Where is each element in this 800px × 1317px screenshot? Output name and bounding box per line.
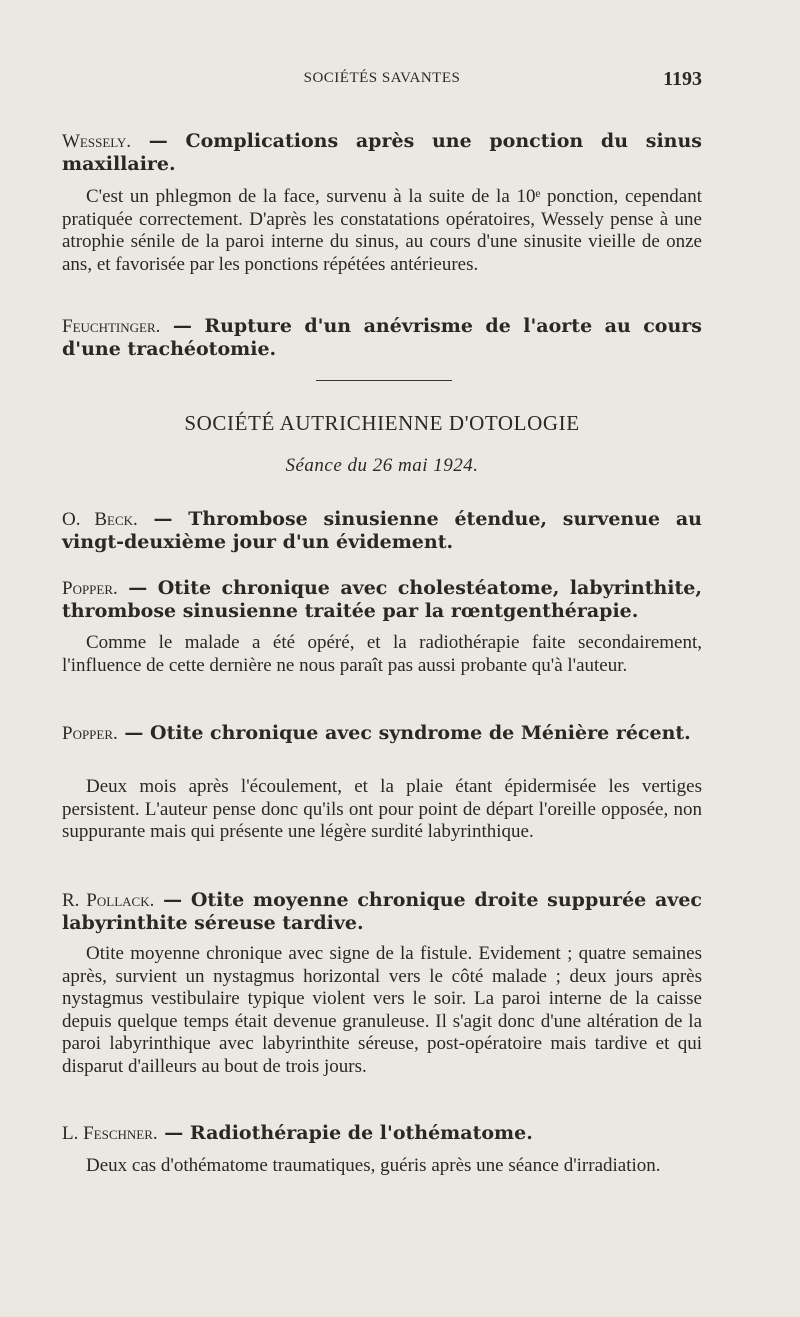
entry-heading: Wessely. — Complications après une ponction du sinus maxillaire. (62, 130, 702, 175)
author-name: Popper. (62, 723, 118, 744)
session-date: Séance du 26 mai 1924. (285, 455, 479, 476)
entry-title: Otite chronique avec cholestéatome, labyrinthite, thrombose sinusienne traitée par la rœntgenthérapie. (62, 577, 702, 622)
entry-heading: Feuchtinger. — Rupture d'un anévrisme de l'aorte au cours d'une trachéotomie. (62, 315, 702, 360)
entry-heading: Popper. — Otite chronique avec cholestéatome, labyrinthite, thrombose sinusienne traitée par la rœntgenthérapie. (62, 577, 702, 622)
entry-heading: L. Feschner. — Radiothérapie de l'othématome. (62, 1122, 533, 1144)
entry-title: Radiothérapie de l'othématome. (189, 1122, 533, 1144)
entry-body: Deux cas d'othématome traumatiques, guéris après une séance d'irradiation. (86, 1155, 661, 1176)
entry-heading: R. Pollack. — Otite moyenne chronique droite suppurée avec labyrinthite séreuse tardive. (62, 889, 702, 934)
entry-heading: Popper. — Otite chronique avec syndrome de Ménière récent. (62, 722, 691, 744)
entry-body: Otite moyenne chronique avec signe de la fistule. Evidement ; quatre semaines après, survient un nystagmus horizontal vers le côté malade ; deux jours après nystagmus vestibulaire typique violent vers le soir. La paroi interne de la caisse depuis quelque temps était devenue granuleuse. Il s'agit donc d'une altération de la paroi labyrinthique avec labyrinthite séreuse, post-opératoire mais tardive et qui disparut d'ailleurs au bout de trois jours. (62, 943, 702, 1077)
author-name: Feuchtinger. (62, 316, 161, 337)
author-name: O. Beck. (62, 509, 138, 530)
author-name: Wessely. (62, 131, 132, 152)
entry-title: Thrombose sinusienne étendue, survenue au vingt-deuxième jour d'un évidement. (62, 508, 702, 553)
entry-title: Otite chronique avec syndrome de Ménière récent. (150, 722, 691, 744)
entry-body: C'est un phlegmon de la face, survenu à la suite de la 10ᵉ ponction, cependant pratiquée correctement. D'après les constatations opératoires, Wessely pense à une atrophie sénile de la paroi interne du sinus, au cours d'une sinusite vieille de onze ans, et favorisée par les ponctions répétées antérieures. (62, 186, 702, 275)
author-name: L. Feschner. (62, 1123, 158, 1144)
entry-body: Comme le malade a été opéré, et la radiothérapie faite secondairement, l'influence de cette dernière ne nous paraît pas aussi probante qu'à l'auteur. (62, 632, 702, 676)
running-head: SOCIÉTÉS SAVANTES (303, 70, 461, 86)
section-divider (316, 380, 452, 381)
author-name: Popper. (62, 578, 118, 599)
entry-body: Deux mois après l'écoulement, et la plaie étant épidermisée les vertiges persistent. L'auteur pense donc qu'ils ont pour point de départ l'oreille opposée, non suppurante mais qui présente une légère surdité labyrinthique. (62, 776, 702, 843)
entry-title: Otite moyenne chronique droite suppurée avec labyrinthite séreuse tardive. (62, 889, 702, 934)
page-header (62, 68, 702, 94)
entry-heading: O. Beck. — Thrombose sinusienne étendue, survenue au vingt-deuxième jour d'un évidement. (62, 508, 702, 553)
page-number: 1193 (663, 68, 702, 90)
society-heading: SOCIÉTÉ AUTRICHIENNE D'OTOLOGIE (184, 411, 580, 435)
entry-title: Rupture d'un anévrisme de l'aorte au cours d'une trachéotomie. (62, 315, 702, 360)
author-name: R. Pollack. (62, 890, 155, 911)
entry-title: Complications après une ponction du sinus maxillaire. (62, 130, 702, 175)
